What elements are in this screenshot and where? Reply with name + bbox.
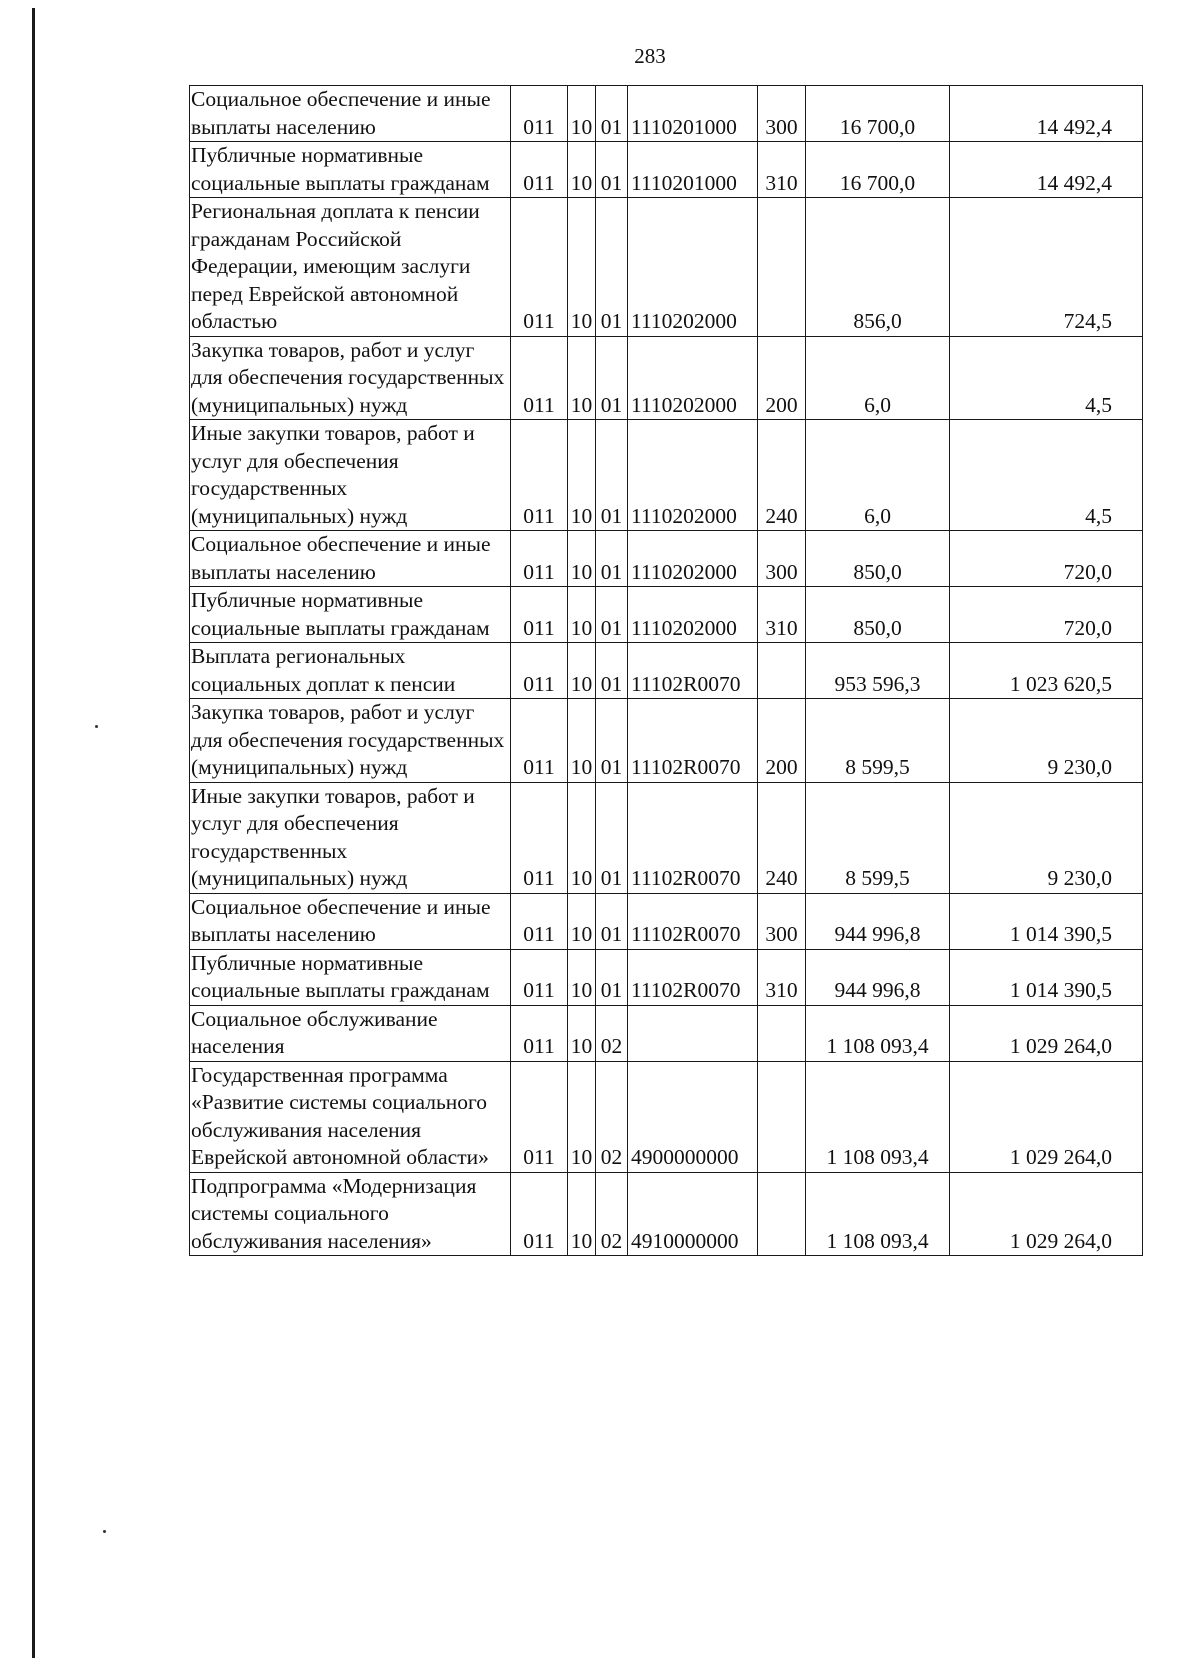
table-row (190, 949, 1143, 1005)
section-code: 10 (568, 699, 596, 783)
section-code: 10 (568, 1061, 596, 1172)
amount-first: 944 996,8 (806, 893, 950, 949)
table-row (190, 893, 1143, 949)
scan-speck (95, 725, 98, 728)
expense-type-code: 240 (758, 420, 806, 531)
target-article-code: 11102R0070 (628, 949, 758, 1005)
subsection-code: 01 (596, 420, 628, 531)
subsection-code: 01 (596, 336, 628, 420)
target-article-code: 1110202000 (628, 587, 758, 643)
target-article-code: 1110202000 (628, 420, 758, 531)
target-article-code: 1110201000 (628, 86, 758, 142)
amount-second: 720,0 (950, 587, 1143, 643)
target-article-code: 4910000000 (628, 1172, 758, 1256)
amount-second: 1 029 264,0 (950, 1005, 1143, 1061)
amount-second: 14 492,4 (950, 86, 1143, 142)
target-article-code: 11102R0070 (628, 699, 758, 783)
section-code: 10 (568, 893, 596, 949)
subsection-code: 01 (596, 86, 628, 142)
section-code: 10 (568, 86, 596, 142)
budget-table-body (190, 86, 1143, 1256)
target-article-code: 4900000000 (628, 1061, 758, 1172)
table-row (190, 643, 1143, 699)
table-row (190, 1005, 1143, 1061)
section-code: 10 (568, 1005, 596, 1061)
target-article-code: 11102R0070 (628, 782, 758, 893)
expense-type-code: 310 (758, 949, 806, 1005)
subsection-code: 01 (596, 587, 628, 643)
ministry-code: 011 (511, 1061, 568, 1172)
expense-type-code (758, 1005, 806, 1061)
amount-first: 6,0 (806, 336, 950, 420)
row-name: Закупка товаров, работ и услуг для обеспечения государственных (муниципальных) нужд (190, 336, 511, 420)
subsection-code: 01 (596, 142, 628, 198)
expense-type-code: 200 (758, 699, 806, 783)
ministry-code: 011 (511, 420, 568, 531)
table-row (190, 782, 1143, 893)
expense-type-code (758, 1172, 806, 1256)
section-code: 10 (568, 420, 596, 531)
target-article-code: 11102R0070 (628, 893, 758, 949)
target-article-code: 1110202000 (628, 198, 758, 337)
amount-second: 1 029 264,0 (950, 1061, 1143, 1172)
amount-second: 1 014 390,5 (950, 893, 1143, 949)
section-code: 10 (568, 587, 596, 643)
target-article-code: 1110202000 (628, 531, 758, 587)
expense-type-code: 310 (758, 587, 806, 643)
row-name: Региональная доплата к пенсии гражданам Российской Федерации, имеющим заслуги перед Еврейской автономной областью (190, 198, 511, 337)
subsection-code: 01 (596, 531, 628, 587)
amount-first: 1 108 093,4 (806, 1005, 950, 1061)
expense-type-code: 300 (758, 531, 806, 587)
scan-margin-line (32, 8, 35, 1658)
amount-first: 944 996,8 (806, 949, 950, 1005)
row-name: Социальное обеспечение и иные выплаты населению (190, 893, 511, 949)
amount-first: 856,0 (806, 198, 950, 337)
ministry-code: 011 (511, 142, 568, 198)
page-number: 283 (634, 44, 666, 68)
table-row (190, 1172, 1143, 1256)
subsection-code: 01 (596, 643, 628, 699)
ministry-code: 011 (511, 643, 568, 699)
table-row (190, 86, 1143, 142)
ministry-code: 011 (511, 198, 568, 337)
target-article-code: 11102R0070 (628, 643, 758, 699)
amount-first: 953 596,3 (806, 643, 950, 699)
subsection-code: 01 (596, 198, 628, 337)
amount-second: 1 023 620,5 (950, 643, 1143, 699)
row-name: Подпрограмма «Модернизация системы социального обслуживания населения» (190, 1172, 511, 1256)
ministry-code: 011 (511, 949, 568, 1005)
section-code: 10 (568, 643, 596, 699)
section-code: 10 (568, 336, 596, 420)
row-name: Социальное обеспечение и иные выплаты населению (190, 531, 511, 587)
ministry-code: 011 (511, 531, 568, 587)
table-row (190, 587, 1143, 643)
row-name: Социальное обеспечение и иные выплаты населению (190, 86, 511, 142)
section-code: 10 (568, 1172, 596, 1256)
table-row (190, 420, 1143, 531)
ministry-code: 011 (511, 587, 568, 643)
ministry-code: 011 (511, 1172, 568, 1256)
amount-first: 8 599,5 (806, 699, 950, 783)
row-name: Закупка товаров, работ и услуг для обеспечения государственных (муниципальных) нужд (190, 699, 511, 783)
subsection-code: 01 (596, 699, 628, 783)
ministry-code: 011 (511, 699, 568, 783)
subsection-code: 02 (596, 1172, 628, 1256)
row-name: Публичные нормативные социальные выплаты гражданам (190, 587, 511, 643)
target-article-code (628, 1005, 758, 1061)
ministry-code: 011 (511, 782, 568, 893)
row-name: Социальное обслуживание населения (190, 1005, 511, 1061)
expense-type-code: 300 (758, 86, 806, 142)
row-name: Иные закупки товаров, работ и услуг для обеспечения государственных (муниципальных) нужд (190, 782, 511, 893)
expense-type-code (758, 198, 806, 337)
table-row (190, 336, 1143, 420)
amount-first: 1 108 093,4 (806, 1061, 950, 1172)
table-row (190, 142, 1143, 198)
amount-first: 16 700,0 (806, 142, 950, 198)
amount-second: 720,0 (950, 531, 1143, 587)
amount-first: 6,0 (806, 420, 950, 531)
expense-type-code (758, 643, 806, 699)
amount-second: 9 230,0 (950, 699, 1143, 783)
amount-first: 16 700,0 (806, 86, 950, 142)
expense-type-code: 310 (758, 142, 806, 198)
expense-type-code: 300 (758, 893, 806, 949)
row-name: Государственная программа «Развитие системы социального обслуживания населения Еврейской автономной области» (190, 1061, 511, 1172)
section-code: 10 (568, 782, 596, 893)
amount-second: 4,5 (950, 336, 1143, 420)
expense-type-code: 200 (758, 336, 806, 420)
target-article-code: 1110202000 (628, 336, 758, 420)
table-row (190, 1061, 1143, 1172)
amount-first: 8 599,5 (806, 782, 950, 893)
row-name: Публичные нормативные социальные выплаты гражданам (190, 949, 511, 1005)
expense-type-code: 240 (758, 782, 806, 893)
amount-first: 850,0 (806, 587, 950, 643)
ministry-code: 011 (511, 1005, 568, 1061)
row-name: Выплата региональных социальных доплат к пенсии (190, 643, 511, 699)
table-row (190, 531, 1143, 587)
amount-second: 14 492,4 (950, 142, 1143, 198)
subsection-code: 01 (596, 949, 628, 1005)
ministry-code: 011 (511, 893, 568, 949)
budget-table (189, 85, 1143, 1256)
section-code: 10 (568, 198, 596, 337)
subsection-code: 01 (596, 782, 628, 893)
section-code: 10 (568, 531, 596, 587)
amount-second: 1 029 264,0 (950, 1172, 1143, 1256)
table-row (190, 699, 1143, 783)
scan-speck (103, 1530, 106, 1533)
ministry-code: 011 (511, 336, 568, 420)
amount-second: 1 014 390,5 (950, 949, 1143, 1005)
amount-first: 850,0 (806, 531, 950, 587)
subsection-code: 02 (596, 1061, 628, 1172)
table-row (190, 198, 1143, 337)
row-name: Публичные нормативные социальные выплаты гражданам (190, 142, 511, 198)
ministry-code: 011 (511, 86, 568, 142)
target-article-code: 1110201000 (628, 142, 758, 198)
section-code: 10 (568, 142, 596, 198)
subsection-code: 01 (596, 893, 628, 949)
amount-first: 1 108 093,4 (806, 1172, 950, 1256)
amount-second: 9 230,0 (950, 782, 1143, 893)
row-name: Иные закупки товаров, работ и услуг для обеспечения государственных (муниципальных) нужд (190, 420, 511, 531)
expense-type-code (758, 1061, 806, 1172)
amount-second: 4,5 (950, 420, 1143, 531)
section-code: 10 (568, 949, 596, 1005)
amount-second: 724,5 (950, 198, 1143, 337)
subsection-code: 02 (596, 1005, 628, 1061)
